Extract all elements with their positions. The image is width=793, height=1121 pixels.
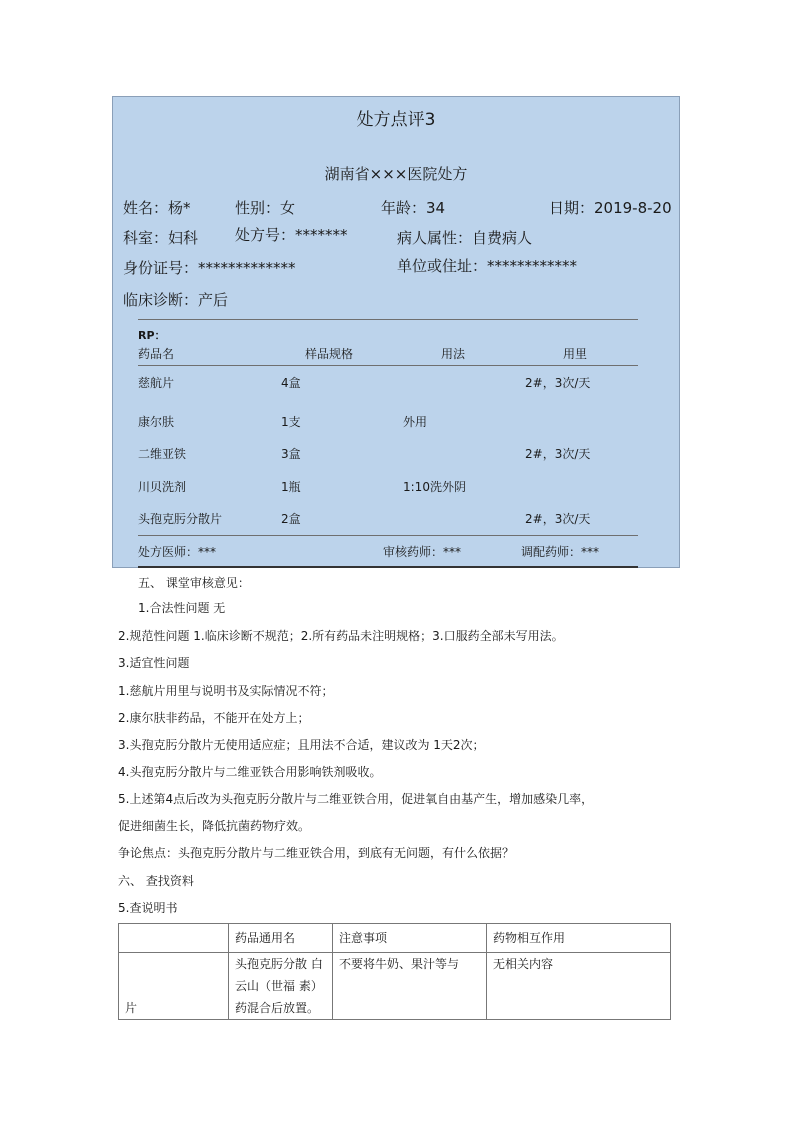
drug-name: 二维亚铁 [138,447,187,461]
col-header-dose: 用里 [563,347,588,361]
rp-label: RP： [138,329,166,342]
drug-name: 头孢克肟分散片 [138,512,223,526]
table-header-cell: 注意事项 [333,924,487,953]
drug-spec: 1支 [281,415,301,429]
prescribing-doctor: 处方医师：*** [138,545,217,559]
col-header-spec: 样品规格 [305,347,354,361]
paragraph: 争论焦点：头孢克肟分散片与二维亚铁合用，到底有无问题，有什么依据？ [118,846,515,860]
col-header-usage: 用法 [441,347,466,361]
col-header-drug: 药品名 [138,347,175,361]
drug-spec: 3盒 [281,447,301,461]
paragraph: 3.适宜性问题 [118,656,190,670]
rx-number: 处方号：******* [235,226,348,244]
divider [138,566,638,568]
paragraph: 4.头孢克肟分散片与二维亚铁合用影响铁剂吸收。 [118,765,382,779]
dispensing-pharmacist: 调配药师：*** [521,545,600,559]
table-header-cell: 药物相互作用 [487,924,671,953]
table-header-row [119,924,671,953]
paragraph: 5.查说明书 [118,901,178,915]
drug-dose: 2#，3次/天 [525,512,591,526]
id-number: 身份证号：************* [123,259,296,277]
paragraph: 1.慈航片用里与说明书及实际情况不符； [118,684,334,698]
reference-table [118,923,671,1020]
drug-name: 康尔肤 [138,415,175,429]
patient-type: 病人属性：自费病人 [397,229,533,247]
table-header-cell [119,924,229,953]
drug-dose: 2#，3次/天 [525,447,591,461]
address: 单位或住址：************ [397,257,578,275]
drug-name: 慈航片 [138,376,175,390]
patient-gender: 性别：女 [235,199,296,217]
table-cell: 头孢克肟分散 白云山（世福 素） 药混合后放置。 [229,953,333,1020]
section-heading-5: 五、 课堂审核意见： [138,576,250,590]
drug-dose: 2#，3次/天 [525,376,591,390]
drug-spec: 2盒 [281,512,301,526]
diagnosis: 临床诊断：产后 [123,291,229,309]
patient-age: 年龄：34 [381,199,446,217]
paragraph: 2.规范性问题 1.临床诊断不规范；2.所有药品未注明规格；3.口服药全部未写用法。 [118,629,564,643]
reviewing-pharmacist: 审核药师：*** [383,545,462,559]
drug-name: 川贝洗剂 [138,480,187,494]
section-heading-6: 六、 查找资料 [118,874,194,888]
prescription-form [112,96,680,568]
table-row [119,953,671,1020]
table-cell: 无相关内容 [487,953,671,1020]
divider [138,319,638,320]
rx-date: 日期：2019-8-20 [549,199,672,217]
table-header-cell: 药品通用名 [229,924,333,953]
form-title: 处方点评3 [356,110,436,130]
patient-name: 姓名：杨* [123,199,191,217]
drug-spec: 4盒 [281,376,301,390]
drug-usage: 1:10洗外阴 [403,480,466,494]
paragraph: 3.头孢克肟分散片无使用适应症；且用法不合适，建议改为 1天2次； [118,738,485,752]
paragraph: 促进细菌生长，降低抗菌药物疗效。 [118,819,311,833]
divider [138,535,638,536]
table-cell: 不要将牛奶、果汁等与 [333,953,487,1020]
divider [138,365,638,366]
paragraph: 5.上述第4点后改为头孢克肟分散片与二维亚铁合用，促进氧自由基产生，增加感染几率， [118,792,594,806]
drug-spec: 1瓶 [281,480,301,494]
paragraph: 2.康尔肤非药品，不能开在处方上； [118,711,310,725]
paragraph: 1.合法性问题 无 [138,601,226,615]
table-cell: 片 [119,953,229,1020]
department: 科室：妇科 [123,229,199,247]
hospital-name: 湖南省×××医院处方 [324,165,468,183]
drug-usage: 外用 [403,415,428,429]
